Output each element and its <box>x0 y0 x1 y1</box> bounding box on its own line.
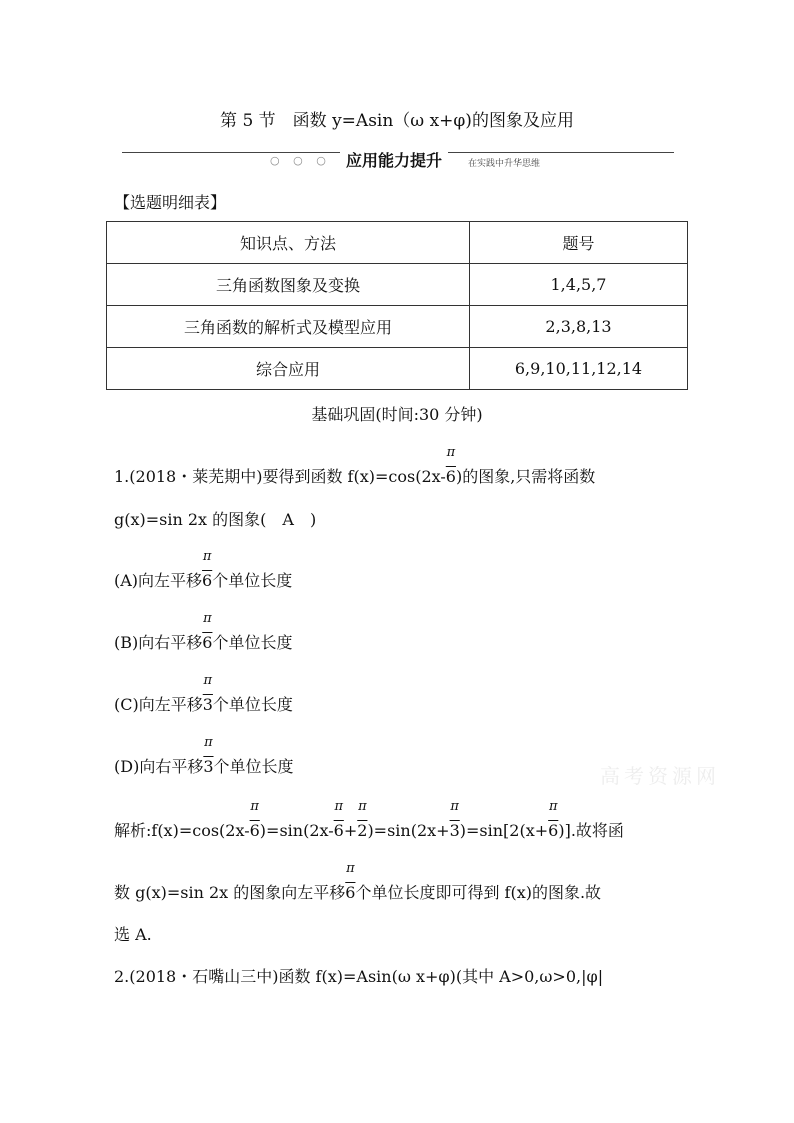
banner-gap <box>250 153 272 154</box>
fraction-denominator: 6 <box>548 821 559 840</box>
banner-slogan: 在实践中升华思维 <box>468 159 541 169</box>
pi-fraction <box>333 799 344 840</box>
table-row <box>107 306 688 348</box>
fraction-numerator: π <box>346 861 355 876</box>
option-b <box>114 611 293 653</box>
fraction-numerator: π <box>203 611 212 626</box>
solution-text: )].故将函 <box>558 821 624 840</box>
fraction-numerator: π <box>450 799 459 814</box>
table-row <box>107 264 688 306</box>
fraction-numerator: π <box>446 445 456 460</box>
table-cell-topic: 综合应用 <box>107 348 470 390</box>
fraction-numerator: π <box>204 735 213 750</box>
section-banner <box>122 150 674 172</box>
fraction-denominator: 3 <box>203 757 214 776</box>
option-prefix: (B)向右平移 <box>114 633 203 652</box>
banner-dots: ○ ○ ○ <box>270 154 331 167</box>
solution-line-1 <box>114 799 624 841</box>
table-header-row <box>107 222 688 264</box>
option-prefix: (A)向左平移 <box>114 571 203 590</box>
q1-stem-text-a: 1.(2018・莱芜期中)要得到函数 f(x)=cos(2x- <box>114 467 446 486</box>
solution-text: 数 g(x)=sin 2x 的图象向左平移 <box>114 883 346 902</box>
solution-line-3: 选 A. <box>114 925 152 944</box>
pi-fraction <box>548 799 559 840</box>
fraction-denominator: 6 <box>202 571 213 590</box>
pi-fraction <box>202 611 213 652</box>
solution-text: )=sin(2x+ <box>367 821 450 840</box>
fraction-numerator: π <box>358 799 367 814</box>
page-title: 第 5 节 函数 y=Asin（ω x+φ)的图象及应用 <box>220 111 574 131</box>
question-2-stem: 2.(2018・石嘴山三中)函数 f(x)=Asin(ω x+φ)(其中 A>0,ω>0,|φ| <box>114 967 604 986</box>
banner-heading: 应用能力提升 <box>340 148 448 171</box>
fraction-numerator: π <box>250 799 259 814</box>
table-cell-topic: 三角函数的解析式及模型应用 <box>107 306 470 348</box>
fraction-denominator: 3 <box>449 821 460 840</box>
fraction-denominator: 6 <box>333 821 344 840</box>
pi-fraction <box>345 861 356 902</box>
q1-stem-text-b: )的图象,只需将函数 <box>455 467 596 486</box>
table-cell-questions: 1,4,5,7 <box>470 264 688 306</box>
table-header-cell: 题号 <box>470 222 688 264</box>
table-cell-questions: 6,9,10,11,12,14 <box>470 348 688 390</box>
table-cell-topic: 三角函数图象及变换 <box>107 264 470 306</box>
solution-text: )=sin[2(x+ <box>459 821 549 840</box>
basic-heading: 基础巩固(时间:30 分钟) <box>311 405 483 424</box>
option-suffix: 个单位长度 <box>212 633 293 652</box>
fraction-numerator: π <box>548 799 558 814</box>
pi-fraction <box>449 799 460 840</box>
option-d <box>114 735 294 777</box>
fraction-denominator: 3 <box>202 695 213 714</box>
solution-text: )=sin(2x- <box>259 821 334 840</box>
fraction-numerator: π <box>203 673 213 688</box>
option-prefix: (C)向左平移 <box>114 695 203 714</box>
option-suffix: 个单位长度 <box>212 695 293 714</box>
fraction-denominator: 6 <box>202 633 213 652</box>
selection-table-label: 【选题明细表】 <box>114 193 227 212</box>
solution-line-2 <box>114 861 602 903</box>
table-cell-questions: 2,3,8,13 <box>470 306 688 348</box>
solution-text: 个单位长度即可得到 f(x)的图象.故 <box>355 883 602 902</box>
fraction-denominator: 6 <box>249 821 260 840</box>
fraction-denominator: 2 <box>357 821 368 840</box>
selection-table <box>106 221 688 390</box>
option-a <box>114 549 293 591</box>
pi-fraction <box>203 735 214 776</box>
fraction-denominator: 6 <box>345 883 356 902</box>
solution-text: + <box>343 821 358 840</box>
watermark: 高考资源网 <box>600 764 720 788</box>
fraction-numerator: π <box>334 799 344 814</box>
question-1-stem <box>114 445 596 487</box>
fraction-denominator: 6 <box>445 467 456 486</box>
option-c <box>114 673 293 715</box>
table-row <box>107 348 688 390</box>
pi-fraction <box>202 673 213 714</box>
pi-fraction <box>249 799 260 840</box>
table-header-cell: 知识点、方法 <box>107 222 470 264</box>
fraction-numerator: π <box>202 549 212 564</box>
pi-fraction <box>202 549 213 590</box>
pi-fraction <box>357 799 368 840</box>
option-prefix: (D)向右平移 <box>114 757 204 776</box>
pi-fraction <box>445 445 456 486</box>
option-suffix: 个单位长度 <box>213 757 294 776</box>
solution-text: 解析:f(x)=cos(2x- <box>114 821 250 840</box>
question-1-stem-line2: g(x)=sin 2x 的图象( A ) <box>114 510 317 529</box>
option-suffix: 个单位长度 <box>212 571 293 590</box>
